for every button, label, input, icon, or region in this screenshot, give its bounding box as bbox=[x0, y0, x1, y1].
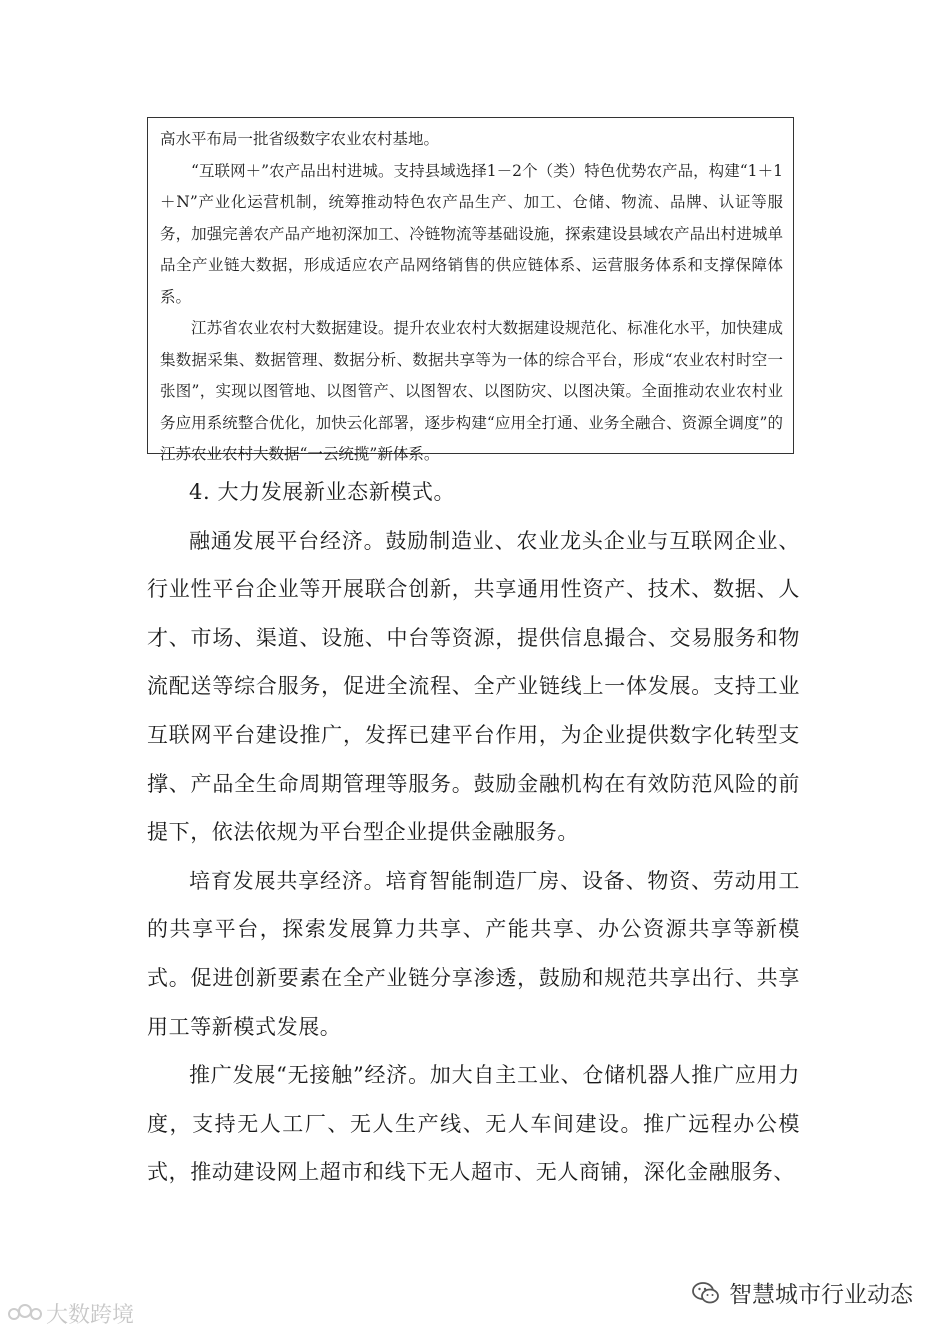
boxed-excerpt bbox=[147, 117, 794, 463]
section-heading: 4. 大力发展新业态新模式。 bbox=[189, 480, 456, 504]
body-paragraph-platform-economy: 融通发展平台经济。鼓励制造业、农业龙头企业与互联网企业、行业性平台企业等开展联合创新，共享通用性资产、技术、数据、人才、市场、渠道、设施、中台等资源，提供信息撮合、交易服务和物流配送等综合服务，促进全流程、全产业链线上一体发展。支持工业互联网平台建设推广，发挥已建平台作用，为企业提供数字化转型支撑、产品全生命周期管理等服务。鼓励金融机构在有效防范风险的前提下，依法依规为平台型企业提供金融服务。 bbox=[147, 528, 800, 845]
box-paragraph-3: 江苏省农业农村大数据建设。提升农业农村大数据建设规范化、标准化水平，加快建成集数据采集、数据管理、数据分析、数据共享等为一体的综合平台，形成“农业农村时空一张图”，实现以图管地、以图管产、以图智农、以图防灾、以图决策。全面推动农业农村业务应用系统整合优化，加快云化部署，逐步构建“应用全打通、业务全融合、资源全调度”的江苏农业农村大数据“一云统揽”新体系。 bbox=[160, 319, 783, 463]
watermark-right bbox=[691, 1276, 913, 1309]
watermark-left bbox=[8, 1298, 134, 1329]
watermark-left-text: 大数跨境 bbox=[46, 1303, 135, 1328]
watermark-right-text: 智慧城市行业动态 bbox=[729, 1282, 913, 1308]
box-paragraph-2: “互联网＋”农产品出村进城。支持县域选择1－2个（类）特色优势农产品，构建“1＋1＋N”产业化运营机制，统筹推动特色农产品生产、加工、仓储、物流、品牌、认证等服务，加强完善农产品产地初深加工、冷链物流等基础设施，探索建设县域农产品出村进城单品全产业链大数据，形成适应农产品网络销售的供应链体系、运营服务体系和支撑保障体系。 bbox=[160, 161, 783, 306]
wechat-icon bbox=[691, 1280, 721, 1306]
body-paragraph-contactless-economy: 推广发展“无接触”经济。加大自主工业、仓储机器人推广应用力度，支持无人工厂、无人生产线、无人车间建设。推广远程办公模式，推动建设网上超市和线下无人超市、无人商铺，深化金融服务、 bbox=[147, 1063, 800, 1185]
box-paragraph-1: 高水平布局一批省级数字农业农村基地。 bbox=[160, 130, 440, 148]
logo-icon bbox=[8, 1301, 42, 1327]
body-paragraph-sharing-economy: 培育发展共享经济。培育智能制造厂房、设备、物资、劳动用工的共享平台，探索发展算力共享、产能共享、办公资源共享等新模式。促进创新要素在全产业链分享渗透，鼓励和规范共享出行、共享用工等新模式发展。 bbox=[147, 868, 800, 1039]
main-body bbox=[147, 468, 800, 1197]
